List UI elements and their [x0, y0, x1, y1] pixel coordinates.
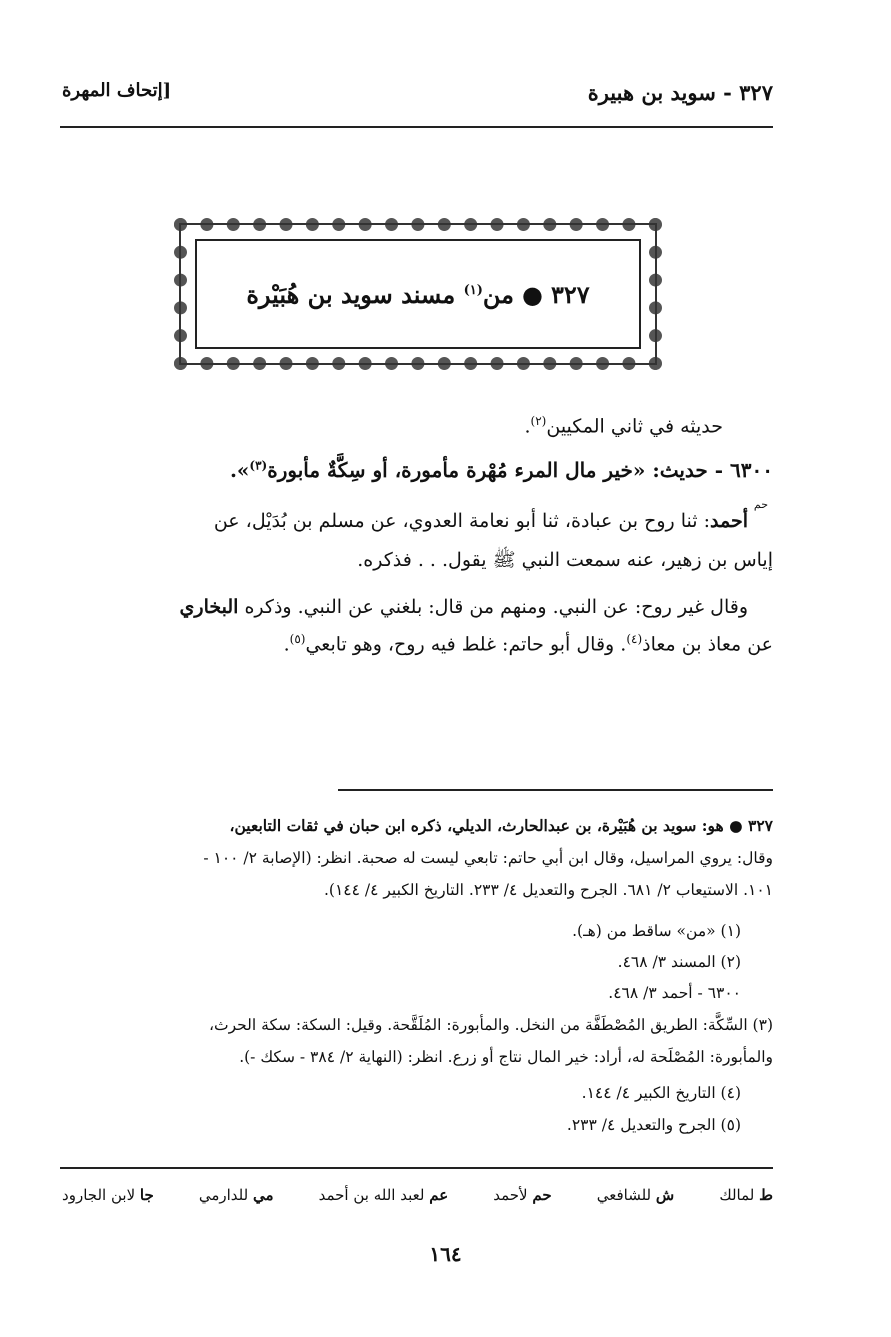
sigla-code: عم — [429, 1186, 449, 1204]
sigla-label: لعبد الله بن أحمد — [318, 1186, 425, 1204]
bio-line-1: ٣٢٧ ● هو: سويد بن هُبَيْرة، بن عبدالحارث، الديلي، ذكره ابن حبان في ثقات التابعين، — [229, 816, 773, 835]
footnote-1: (١) «من» ساقط من (هـ). — [572, 922, 741, 940]
footnote-rule — [338, 789, 773, 791]
para2-text-1: وقال غير روح: عن النبي. ومنهم من قال: بلغني عن النبي. وذكره — [238, 596, 748, 618]
isnad-text-1: : ثنا روح بن عبادة، ثنا أبو نعامة العدوي، عن مسلم بن بُدَيْل، عن — [213, 510, 711, 532]
sigla-label: لأحمد — [493, 1186, 528, 1204]
sigla-code: جا — [139, 1186, 154, 1204]
sigla-label: للشافعي — [596, 1186, 652, 1204]
source-siglum: حم — [753, 498, 768, 511]
isnad-line-1 — [214, 510, 748, 532]
sigla-key-item — [62, 1186, 154, 1204]
sigla-key-item — [319, 1186, 449, 1204]
page-number: ١٦٤ — [429, 1242, 462, 1266]
title-frame — [174, 218, 662, 370]
footnote-ref-4: (٤) — [626, 632, 643, 646]
bio-line-2: وقال: يروي المراسيل، وقال ابن أبي حاتم: تابعي ليست له صحبة. انظر: (الإصابة ٢/ ١٠٠ - — [203, 849, 773, 867]
running-header-section: ٣٢٧ - سويد بن هبيرة — [587, 80, 773, 105]
footnote-ref-5: (٥) — [289, 632, 306, 646]
title-main: مسند سويد بن هُبَيْرة — [246, 279, 456, 309]
para2-text-2: عن معاذ بن معاذ — [642, 633, 773, 656]
sigla-code: ط — [759, 1186, 773, 1204]
intro-end: . — [524, 415, 531, 438]
footnote-2: (٢) المسند ٣/ ٤٦٨. — [617, 953, 741, 971]
key-rule — [60, 1167, 773, 1169]
para2-text-3: . وقال أبو حاتم: غلط فيه روح، وهو تابعي — [305, 633, 627, 656]
intro-line — [524, 414, 723, 437]
isnad-line-2: إياس بن زهير، عنه سمعت النبي ﷺ يقول. . . فذكره. — [357, 549, 773, 571]
sigla-code: حم — [532, 1186, 552, 1204]
footnote-ref-2: (٢) — [530, 414, 547, 428]
footnote-3-line-2: والمأبورة: المُصْلَحة له، أراد: خير المال نتاج أو زرع. انظر: (النهاية ٢/ ٣٨٤ - سكك -). — [239, 1048, 773, 1066]
sigla-key-item — [719, 1186, 773, 1204]
sigla-label: للدارمي — [198, 1186, 249, 1204]
running-header-book: [إتحاف المهرة — [62, 80, 172, 101]
isnad-name: أحمد — [710, 510, 748, 532]
intro-text: حديثه في ثاني المكيين — [546, 415, 723, 438]
bio-line-3: ١٠١. الاستيعاب ٢/ ٦٨١. الجرح والتعديل ٤/ ٢٣٣. التاريخ الكبير ٤/ ١٤٤). — [323, 881, 773, 899]
sigla-label: لمالك — [719, 1186, 755, 1204]
footnote-ref-1: (١) — [463, 282, 483, 298]
para2-line-2 — [284, 632, 773, 655]
title-inner-box — [195, 239, 641, 349]
para2-line-1 — [180, 596, 748, 618]
footnote-3-line-1: (٣) السِّكَّة: الطريق المُصْطَفَّة من النخل. والمأبورة: المُلَقَّحة. وقيل: السكة: سكة الحرث، — [209, 1016, 773, 1034]
bukhari-name: البخاري — [179, 596, 239, 618]
footnote-4: (٤) التاريخ الكبير ٤/ ١٤٤. — [581, 1084, 741, 1102]
hadith-label: - حديث: — [652, 458, 724, 482]
sigla-key-item — [493, 1186, 551, 1204]
section-title — [246, 280, 589, 309]
title-prefix: من — [482, 279, 515, 309]
footnote-ref-3: (٣) — [249, 458, 268, 473]
footnote-5: (٥) الجرح والتعديل ٤/ ٢٣٣. — [566, 1116, 741, 1134]
hadith-heading — [230, 458, 773, 482]
sigla-label: لابن الجارود — [62, 1186, 136, 1204]
hadith-end: ». — [229, 458, 250, 482]
sigla-key-item — [597, 1186, 675, 1204]
hadith-text: «خير مال المرء مُهْرة مأمورة، أو سِكَّةٌ مأبورة — [267, 458, 646, 482]
hadith-number: ٦٣٠٠ — [730, 458, 773, 482]
sigla-code: ش — [655, 1186, 675, 1204]
header-rule — [60, 126, 773, 128]
sigla-key — [62, 1186, 773, 1204]
sigla-key-item — [199, 1186, 274, 1204]
para2-end: . — [283, 633, 290, 656]
section-number: ٣٢٧ — [550, 279, 590, 309]
footnote-2b: ٦٣٠٠ - أحمد ٣/ ٤٦٨. — [608, 984, 741, 1002]
bullet-icon: ● — [522, 279, 543, 309]
sigla-code: مي — [252, 1186, 274, 1204]
